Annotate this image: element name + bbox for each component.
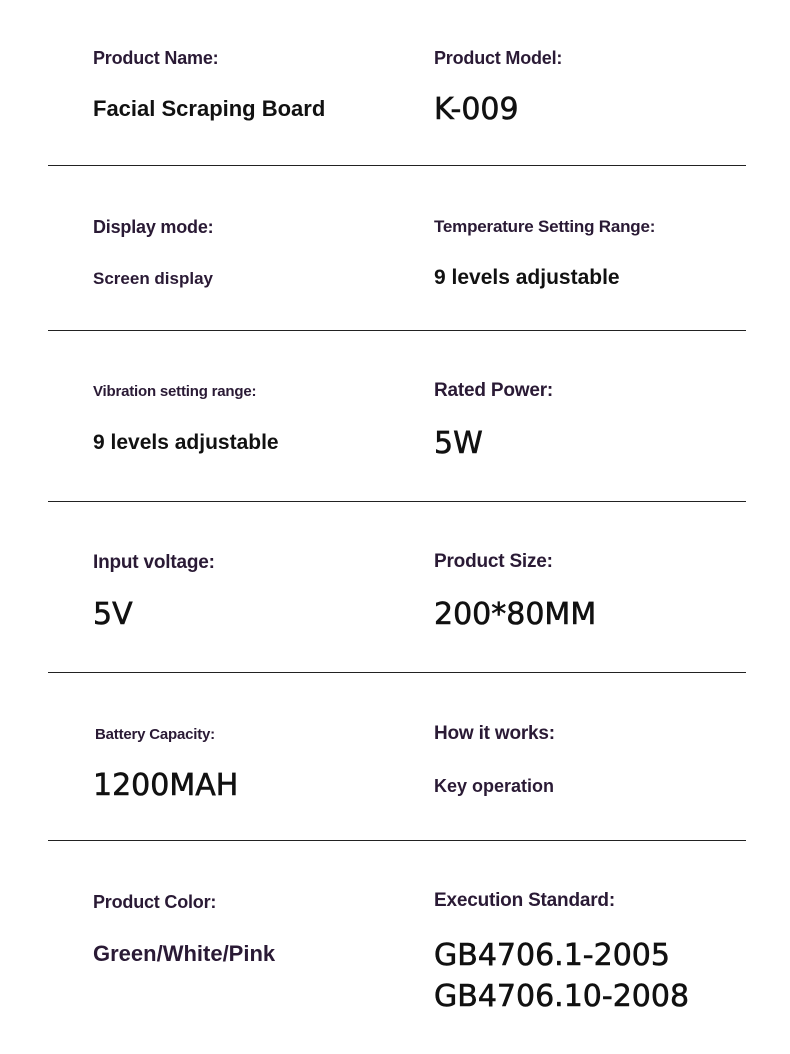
- row-divider: [48, 501, 746, 502]
- battery-capacity-value: 1200MAH: [93, 768, 239, 803]
- row-divider: [48, 840, 746, 841]
- rated-power-value: 5W: [434, 426, 483, 461]
- temperature-setting-range-value: 9 levels adjustable: [434, 266, 620, 289]
- row-divider: [48, 330, 746, 331]
- vibration-setting-range-value: 9 levels adjustable: [93, 431, 279, 454]
- input-voltage-label: Input voltage:: [93, 552, 215, 573]
- row-divider: [48, 165, 746, 166]
- input-voltage-value: 5V: [93, 597, 133, 632]
- vibration-setting-range-label: Vibration setting range:: [93, 383, 257, 400]
- how-it-works-value: Key operation: [434, 776, 555, 796]
- how-it-works-label: How it works:: [434, 723, 555, 744]
- product-name-value: Facial Scraping Board: [93, 96, 326, 121]
- temperature-setting-range-label: Temperature Setting Range:: [434, 217, 656, 236]
- product-model-label: Product Model:: [434, 48, 563, 68]
- product-color-value: Green/White/Pink: [93, 941, 276, 966]
- battery-capacity-label: Battery Capacity:: [95, 726, 215, 743]
- rated-power-label: Rated Power:: [434, 380, 554, 401]
- display-mode-value: Screen display: [93, 269, 214, 288]
- product-size-value: 200*80MM: [434, 597, 597, 632]
- execution-standard-label: Execution Standard:: [434, 890, 615, 911]
- display-mode-label: Display mode:: [93, 217, 214, 237]
- row-divider: [48, 672, 746, 673]
- product-size-label: Product Size:: [434, 551, 553, 572]
- product-color-label: Product Color:: [93, 892, 217, 912]
- execution-standard-line-2: GB4706.10-2008: [434, 979, 690, 1014]
- product-name-label: Product Name:: [93, 48, 219, 68]
- execution-standard-value: [434, 935, 689, 1017]
- product-model-value: K-009: [434, 92, 519, 127]
- execution-standard-line-1: GB4706.1-2005: [434, 938, 670, 973]
